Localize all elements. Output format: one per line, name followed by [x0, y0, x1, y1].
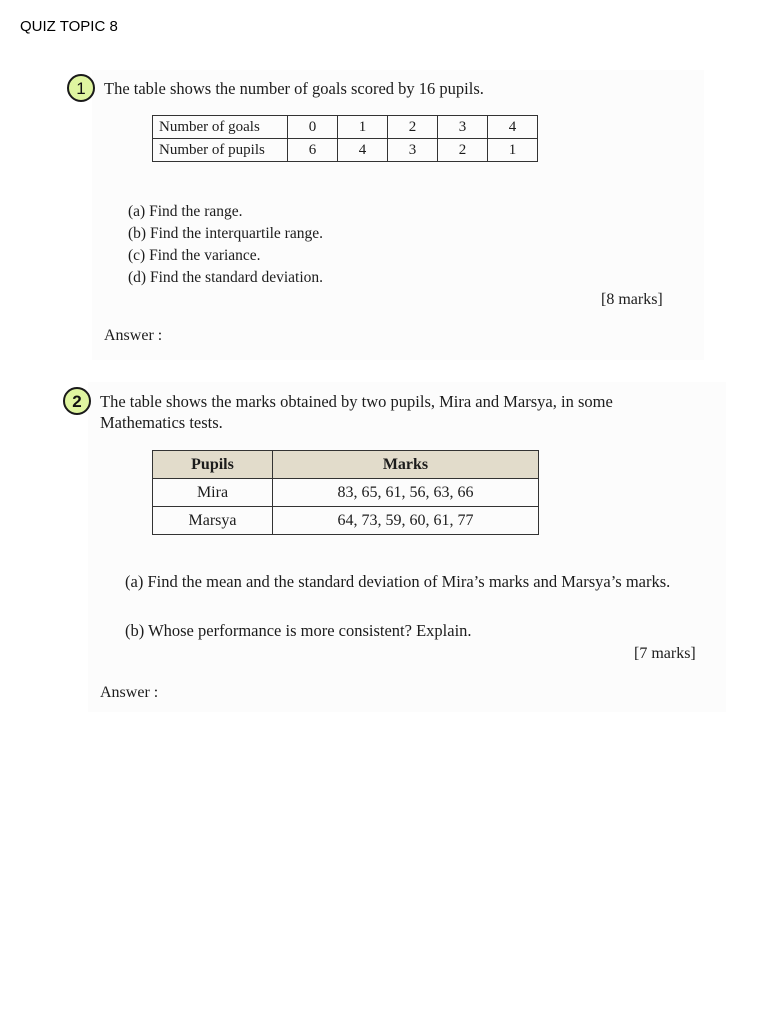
- table-cell: Marsya: [153, 507, 273, 535]
- question-2-stem-line-2: Mathematics tests.: [100, 413, 223, 432]
- table-cell: 3: [388, 139, 438, 162]
- table-row: [153, 479, 539, 507]
- table-cell: 1: [488, 139, 538, 162]
- table-cell: 4: [338, 139, 388, 162]
- marks-table: [152, 450, 539, 535]
- column-header-pupils: Pupils: [153, 451, 273, 479]
- table-row: [153, 139, 538, 162]
- row-label-goals: Number of goals: [153, 116, 288, 139]
- question-2-marks: [7 marks]: [634, 645, 696, 662]
- table-cell: 83, 65, 61, 56, 63, 66: [273, 479, 539, 507]
- table-cell: 0: [288, 116, 338, 139]
- table-cell: Mira: [153, 479, 273, 507]
- question-1-answer-label: Answer :: [104, 327, 163, 344]
- question-2-stem-line-1: The table shows the marks obtained by two pupils, Mira and Marsya, in some: [100, 392, 613, 411]
- question-1-part-a: (a) Find the range.: [128, 203, 243, 220]
- table-cell: 3: [438, 116, 488, 139]
- question-1-part-d: (d) Find the standard deviation.: [128, 269, 323, 286]
- row-label-pupils: Number of pupils: [153, 139, 288, 162]
- question-2-number: 2: [72, 392, 82, 411]
- question-2-part-b: (b) Whose performance is more consistent? Explain.: [125, 621, 472, 640]
- table-cell: 64, 73, 59, 60, 61, 77: [273, 507, 539, 535]
- question-1-part-c: (c) Find the variance.: [128, 247, 261, 264]
- question-2-part-a: (a) Find the mean and the standard deviation of Mira’s marks and Marsya’s marks.: [125, 572, 671, 591]
- question-2-answer-label: Answer :: [100, 684, 159, 701]
- question-1-number: 1: [76, 79, 86, 98]
- question-1-marks: [8 marks]: [601, 291, 663, 308]
- question-1-part-b: (b) Find the interquartile range.: [128, 225, 323, 242]
- table-row: [153, 507, 539, 535]
- question-2-number-badge: [62, 386, 92, 416]
- question-1-stem: The table shows the number of goals scored by 16 pupils.: [104, 79, 484, 98]
- table-cell: 2: [388, 116, 438, 139]
- column-header-marks: Marks: [273, 451, 539, 479]
- table-row: [153, 116, 538, 139]
- table-header-row: [153, 451, 539, 479]
- table-cell: 4: [488, 116, 538, 139]
- question-1-number-badge: [66, 73, 96, 103]
- table-cell: 2: [438, 139, 488, 162]
- table-cell: 6: [288, 139, 338, 162]
- page-title: QUIZ TOPIC 8: [20, 18, 118, 35]
- table-cell: 1: [338, 116, 388, 139]
- goals-table: [152, 115, 538, 162]
